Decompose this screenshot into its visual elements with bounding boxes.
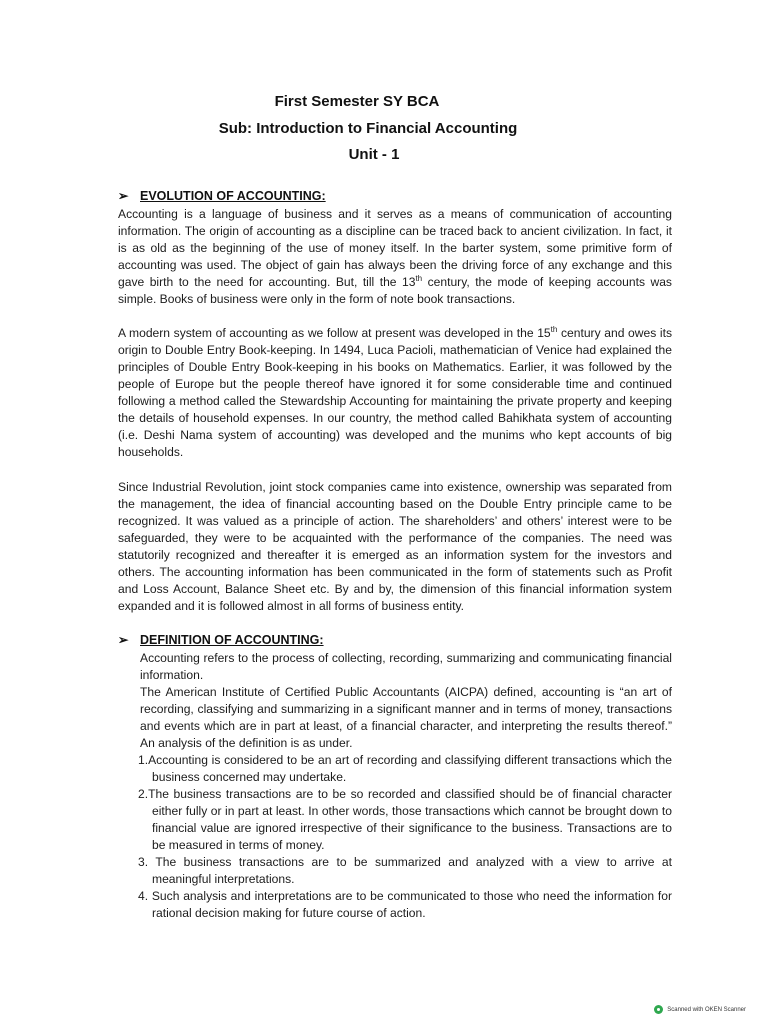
definition-analysis-list — [138, 752, 672, 922]
scanner-watermark — [654, 1005, 746, 1014]
list-item: 4. Such analysis and interpretations are to be communicated to those who need the information for rational decision making for future course of action. — [138, 889, 672, 920]
subject-title: Sub: Introduction to Financial Accounting — [218, 120, 518, 137]
evolution-paragraph-1 — [118, 206, 672, 308]
list-item: 3. The business transactions are to be summarized and analyzed with a view to arrive at meaningful interpretations. — [138, 855, 672, 886]
paragraph-text: Accounting is a language of business and it serves as a means of communication of accounting information. The origin of accounting as a discipline can be traced back to ancient civilization. In fact, it is as old as the beginning of the use of money itself. In the barter system, some primitive form of accounting was used. The object of gain has always been the driving force of any exchange and this gave birth to the need for accounting. But, till the 13 — [118, 207, 672, 289]
evolution-paragraph-2 — [118, 325, 672, 461]
list-item: 2.The business transactions are to be so recorded and classified should be of financial character either fully or in part at least. In other words, those transactions which cannot be brought down to financial value are ignored irrespective of their significance to the business. Transactions are to be measured in terms of money. — [138, 787, 672, 852]
semester-title: First Semester SY BCA — [274, 93, 440, 110]
arrow-bullet-icon: ➢ — [118, 189, 129, 203]
evolution-paragraph-3: Since Industrial Revolution, joint stock companies came into existence, ownership was separated from the management, the idea of financial accounting based on the Double Entry principle came to be recognized. It was valued as a principle of action. The shareholders’ and others’ interest were to be safeguarded, they were to be acquainted with the performance of the companies. The need was statutorily recognized and thereafter it is emerged as an information system for the investors and others. The accounting information has been communicated in the form of statements such as Profit and Loss Account, Balance Sheet etc. By and by, the dimension of this financial information system expanded and it is followed almost in all forms of business entity. — [118, 480, 672, 613]
definition-heading — [118, 632, 324, 647]
arrow-bullet-icon: ➢ — [118, 633, 129, 647]
definition-paragraph-2: The American Institute of Certified Public Accountants (AICPA) defined, accounting is “an art of recording, classifying and summarizing in a significant manner and in terms of money, transactions and events which are in part at least, of a financial character, and interpreting the results thereof.” An analysis of the definition is as under. — [140, 685, 672, 750]
list-item: 1.Accounting is considered to be an art of recording and classifying different transactions which the business concerned may undertake. — [138, 753, 672, 784]
definition-heading-text: DEFINITION OF ACCOUNTING: — [140, 633, 324, 647]
definition-paragraph-1: Accounting refers to the process of collecting, recording, summarizing and communicating financial information. — [140, 651, 672, 682]
superscript: th — [415, 273, 423, 283]
paragraph-text: century and owes its origin to Double Entry Book-keeping. In 1494, Luca Pacioli, mathematician of Venice had explained the principles of Double Entry Book-keeping in his books on Mathematics. Earlier, it was followed by the people of Europe but the people thereof have ignored it for some considerable time and continued following a method called the Stewardship Accounting for maintaining the private property and keeping the details of household expenses. In our country, the method called Bahikhata system of accounting (i.e. Deshi Nama system of accounting) was developed and the munims who kept accounts of big households. — [118, 326, 673, 459]
evolution-heading-text: EVOLUTION OF ACCOUNTING: — [140, 189, 326, 203]
scanner-logo-icon — [654, 1005, 663, 1014]
evolution-heading — [118, 188, 326, 203]
scanner-label: Scanned with OKEN Scanner — [667, 1006, 746, 1013]
paragraph-text: A modern system of accounting as we follow at present was developed in the 15 — [118, 326, 551, 340]
unit-title: Unit - 1 — [348, 146, 400, 163]
superscript: th — [550, 324, 558, 334]
paragraph-text: century, the mode of keeping accounts was simple. Books of business were only in the form of note book transactions. — [118, 275, 672, 306]
